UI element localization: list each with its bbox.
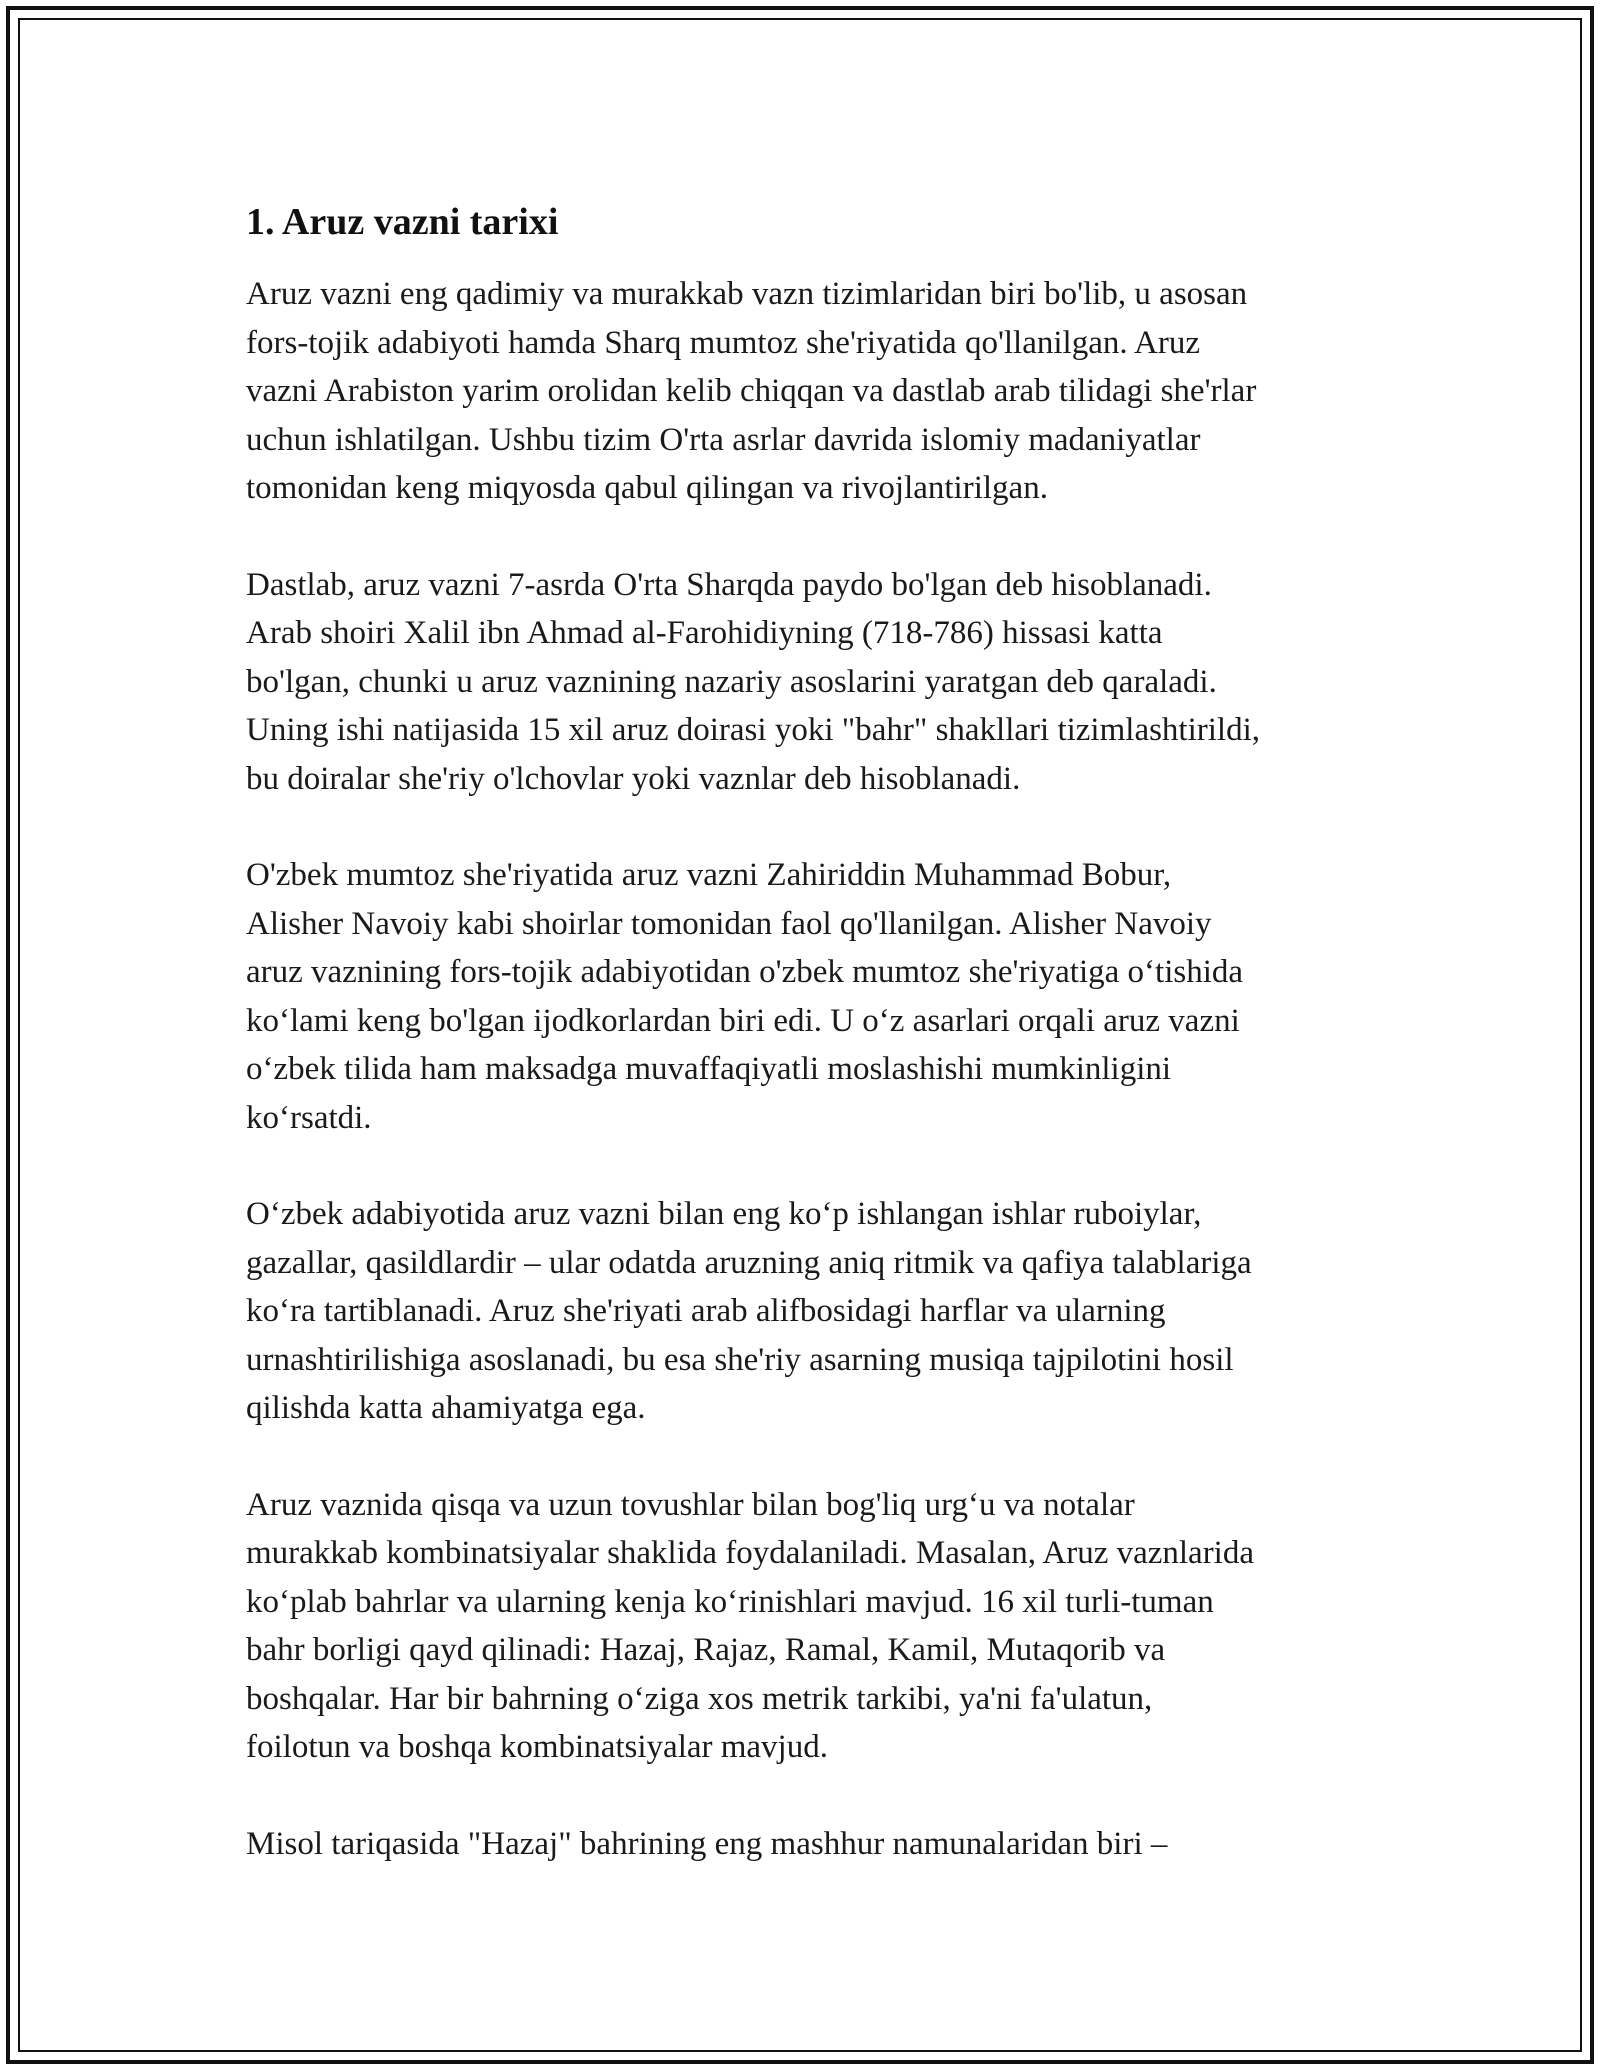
text-line: bahr borligi qayd qilinadi: Hazaj, Rajaz, Ramal, Kamil, Mutaqorib va xyxy=(246,1632,1166,1668)
page-border xyxy=(6,6,1594,2064)
paragraph-origins xyxy=(246,561,1386,804)
text-line: gazallar, qasildlardir – ular odatda aruzning aniq ritmik va qafiya talablariga xyxy=(246,1244,1252,1281)
section-heading: 1. Aruz vazni tarixi xyxy=(246,201,559,243)
paragraph-history-intro xyxy=(246,270,1386,513)
document-body xyxy=(246,192,1386,1916)
text-line: Aruz vaznida qisqa va uzun tovushlar bilan bog'liq urg‘u va notalar xyxy=(246,1486,1135,1523)
text-line: foilotun va boshqa kombinatsiyalar mavjud. xyxy=(246,1729,828,1765)
text-line: O‘zbek adabiyotida aruz vazni bilan eng ko‘p ishlangan ishlar ruboiylar, xyxy=(246,1196,1202,1232)
text-line: Aruz vazni eng qadimiy va murakkab vazn tizimlaridan biri bo'lib, u asosan xyxy=(246,276,1248,312)
text-line: uchun ishlatilgan. Ushbu tizim O'rta asrlar davrida islomiy madaniyatlar xyxy=(246,421,1201,458)
text-line: tomonidan keng miqyosda qabul qilingan va rivojlantirilgan. xyxy=(246,470,1048,506)
text-line: ko‘rsatdi. xyxy=(246,1099,372,1136)
text-line: fors-tojik adabiyoti hamda Sharq mumtoz she'riyatida qo'llanilgan. Aruz xyxy=(246,324,1201,361)
paragraph-genres xyxy=(246,1190,1386,1433)
text-line: ko‘ra tartiblanadi. Aruz she'riyati arab alifbosidagi harflar va ularning xyxy=(246,1293,1166,1329)
text-line: Alisher Navoiy kabi shoirlar tomonidan faol qo'llanilgan. Alisher Navoiy xyxy=(246,905,1212,942)
text-line: bo'lgan, chunki u aruz vaznining nazariy asoslarini yaratgan deb qaraladi. xyxy=(246,663,1217,700)
text-line: O'zbek mumtoz she'riyatida aruz vazni Zahiriddin Muhammad Bobur, xyxy=(246,857,1172,893)
text-line: Dastlab, aruz vazni 7-asrda O'rta Sharqda paydo bo'lgan deb hisoblanadi. xyxy=(246,566,1212,603)
text-line: Uning ishi natijasida 15 xil aruz doirasi yoki "bahr" shakllari tizimlashtirildi, xyxy=(246,712,1261,748)
paragraph-uzbek-classics xyxy=(246,851,1386,1142)
text-line: Misol tariqasida "Hazaj" bahrining eng mashhur namunalaridan biri – xyxy=(246,1825,1168,1862)
text-line: urnashtirilishiga asoslanadi, bu esa she'riy asarning musiqa tajpilotini hosil xyxy=(246,1341,1234,1378)
text-line: vazni Arabiston yarim orolidan kelib chiqqan va dastlab arab tilidagi she'rlar xyxy=(246,373,1257,409)
text-line: qilishda katta ahamiyatga ega. xyxy=(246,1390,646,1426)
paragraph-meters xyxy=(246,1481,1386,1772)
text-line: ko‘plab bahrlar va ularning kenja ko‘rinishlari mavjud. 16 xil turli-tuman xyxy=(246,1583,1214,1620)
text-line: Arab shoiri Xalil ibn Ahmad al-Farohidiyning (718-786) hissasi katta xyxy=(246,615,1163,651)
text-line: boshqalar. Har bir bahrning o‘ziga xos metrik tarkibi, ya'ni fa'ulatun, xyxy=(246,1680,1153,1717)
text-line: o‘zbek tilida ham maksadga muvaffaqiyatli moslashishi mumkinligini xyxy=(246,1051,1172,1087)
text-line: bu doiralar she'riy o'lchovlar yoki vaznlar deb hisoblanadi. xyxy=(246,760,1021,797)
text-line: murakkab kombinatsiyalar shaklida foydalaniladi. Masalan, Aruz vaznlarida xyxy=(246,1535,1254,1571)
text-line: aruz vaznining fors-tojik adabiyotidan o'zbek mumtoz she'riyatiga o‘tishida xyxy=(246,954,1244,990)
text-line: ko‘lami keng bo'lgan ijodkorlardan biri edi. U o‘z asarlari orqali aruz vazni xyxy=(246,1002,1240,1039)
paragraph-hazaj-example xyxy=(246,1820,1386,1869)
